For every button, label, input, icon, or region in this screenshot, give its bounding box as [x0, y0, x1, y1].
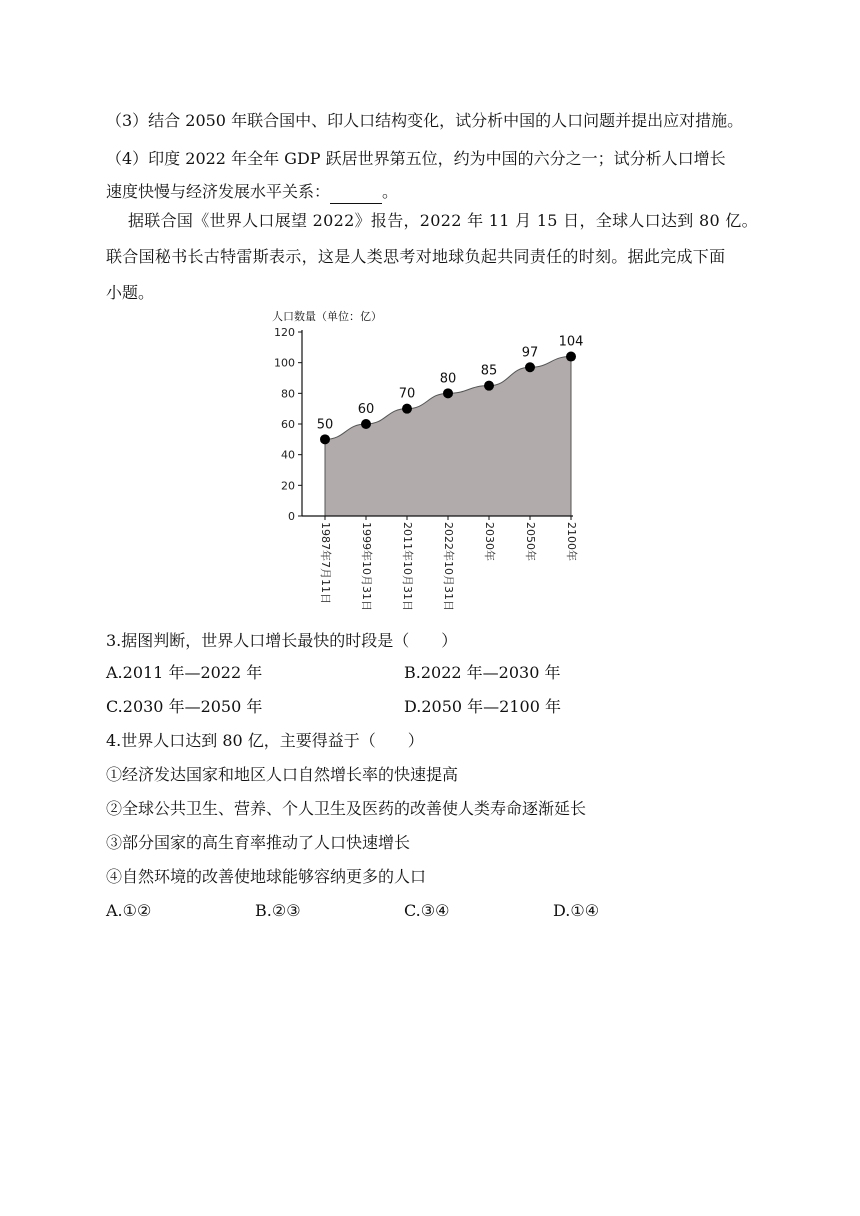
data-point [525, 362, 535, 372]
x-tick-label: 1999年10月31日 [360, 522, 373, 611]
y-tick-label: 60 [281, 418, 295, 431]
data-label: 104 [558, 334, 584, 350]
data-label: 97 [521, 345, 539, 361]
chart-ylabel: 人口数量（单位：亿） [272, 310, 382, 323]
x-tick-label: 2030年 [483, 522, 496, 561]
y-tick-label: 80 [281, 387, 295, 401]
data-label: 50 [316, 417, 334, 433]
question-4-prev-prefix: 速度快慢与经济发展水平关系： [106, 182, 331, 201]
y-tick-label: 0 [288, 510, 295, 523]
data-point [443, 388, 453, 398]
y-tick-label: 120 [274, 326, 295, 339]
data-label: 60 [357, 402, 375, 417]
data-label: 70 [398, 386, 416, 402]
q4-statement-1: ①经济发达国家和地区人口自然增长率的快速提高 [106, 765, 459, 784]
q4-statement-4: ④自然环境的改善使地球能够容纳更多的人口 [106, 867, 427, 886]
q4-option-b[interactable]: B.②③ [255, 901, 301, 920]
q4-statement-2: ②全球公共卫生、营养、个人卫生及医药的改善使人类寿命逐渐延长 [106, 799, 587, 818]
answer-blank[interactable] [330, 181, 382, 204]
question-4-prev-suffix: 。 [382, 182, 399, 201]
question-4-prev-line1: （4）印度 2022 年全年 GDP 跃居世界第五位，约为中国的六分之一；试分析人口增长 [106, 149, 726, 168]
x-tick-label: 1987年7月11日 [319, 522, 332, 604]
y-tick-label: 40 [281, 448, 295, 462]
x-tick-label: 2050年 [524, 522, 537, 561]
q3-option-d[interactable]: D.2050 年—2100 年 [404, 697, 561, 716]
data-point [320, 434, 330, 444]
q4-statement-3: ③部分国家的高生育率推动了人口快速增长 [106, 833, 411, 852]
question-3-prev: （3）结合 2050 年联合国中、印人口结构变化，试分析中国的人口问题并提出应对措施。 [106, 111, 744, 130]
question-4-prev-line2 [106, 181, 398, 204]
q4-option-d[interactable]: D.①④ [553, 901, 600, 920]
data-point [484, 381, 494, 391]
x-tick-label: 2011年10月31日 [401, 522, 414, 611]
population-chart [262, 300, 592, 620]
passage-line-3: 小题。 [106, 283, 155, 302]
data-point [566, 352, 576, 362]
q4-option-c[interactable]: C.③④ [404, 901, 450, 920]
q4-option-a[interactable]: A.①② [106, 901, 152, 920]
q3-option-c[interactable]: C.2030 年—2050 年 [106, 697, 263, 716]
passage-line-1: 据联合国《世界人口展望 2022》报告，2022 年 11 月 15 日，全球人口达到 80 亿。 [128, 211, 758, 230]
q3-option-b[interactable]: B.2022 年—2030 年 [404, 663, 561, 682]
data-label: 85 [480, 363, 498, 379]
y-tick-label: 20 [281, 479, 295, 493]
data-label: 80 [439, 371, 457, 387]
x-tick-label: 2022年10月31日 [442, 522, 455, 611]
y-tick-label: 100 [274, 356, 295, 370]
question-4-stem: 4.世界人口达到 80 亿，主要得益于（ ） [106, 731, 424, 750]
data-point [361, 419, 371, 429]
question-3-stem: 3.据图判断，世界人口增长最快的时段是（ ） [106, 631, 458, 650]
q3-option-a[interactable]: A.2011 年—2022 年 [106, 663, 263, 682]
passage-line-2: 联合国秘书长古特雷斯表示，这是人类思考对地球负起共同责任的时刻。据此完成下面 [106, 247, 726, 266]
data-point [402, 404, 412, 414]
x-tick-label: 2100年 [565, 522, 578, 561]
